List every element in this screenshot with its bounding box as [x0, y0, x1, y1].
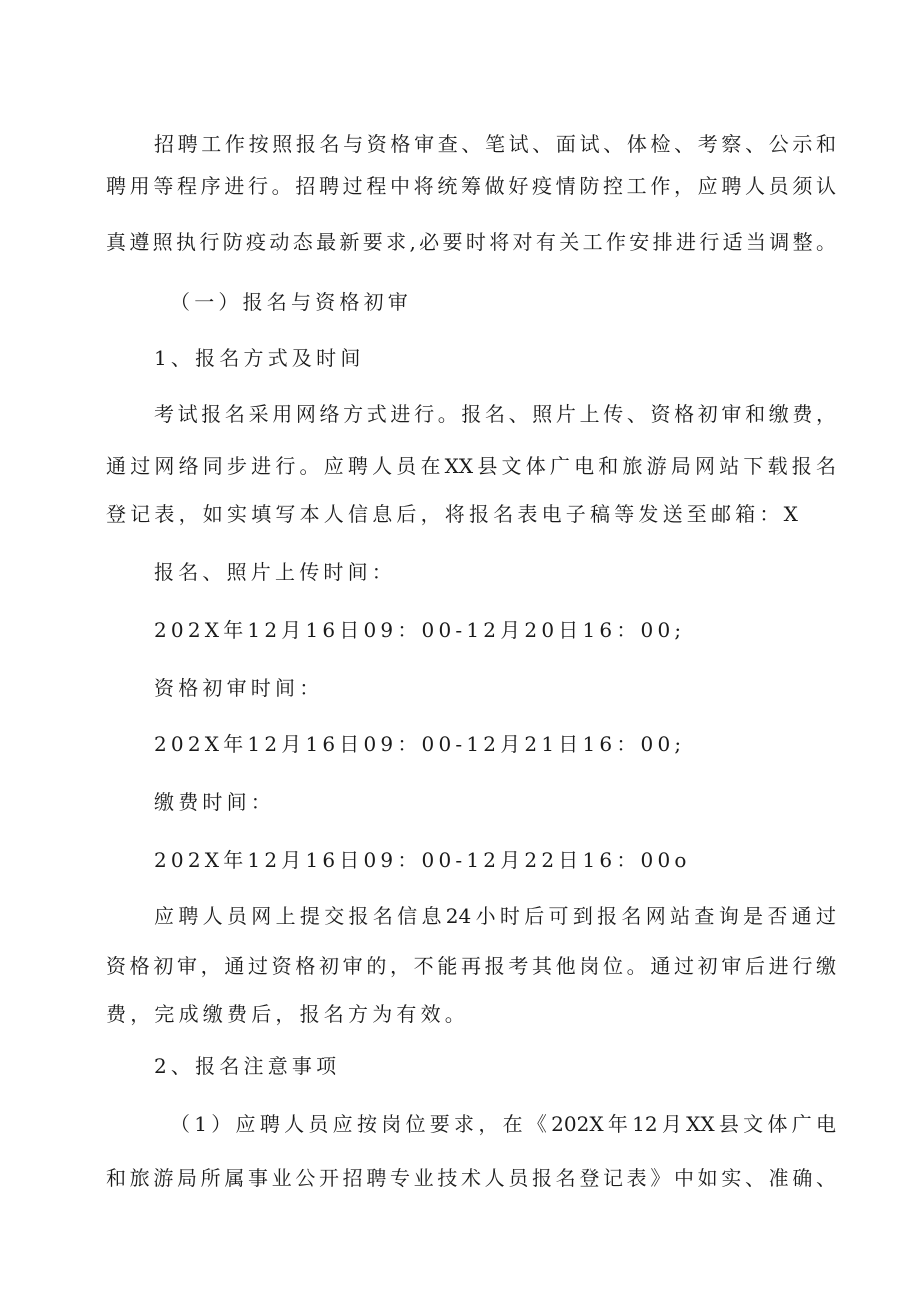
item-2-title: 2、报名注意事项	[154, 1054, 341, 1078]
fee-time-value: 202X年12月16日09：00-12月22日16：00o	[154, 848, 691, 872]
notes-paragraph-line-1: （1）应聘人员应按岗位要求，在《202X年12月XX县文体广电	[170, 1112, 836, 1136]
review-paragraph-line-3: 费，完成缴费后，报名方为有效。	[106, 1002, 469, 1026]
intro-paragraph-line-1: 招聘工作按照报名与资格审查、笔试、面试、体检、考察、公示和	[154, 132, 836, 156]
review-paragraph-line-2: 资格初审，通过资格初审的，不能再报考其他岗位。通过初审后进行缴	[106, 954, 836, 978]
registration-paragraph-line-3: 登记表，如实填写本人信息后，将报名表电子稿等发送至邮箱：X	[106, 502, 803, 526]
review-time-value: 202X年12月16日09：00-12月21日16：00;	[154, 732, 686, 756]
upload-time-value: 202X年12月16日09：00-12月20日16：00;	[154, 618, 686, 642]
intro-paragraph-line-3: 真遵照执行防疫动态最新要求,必要时将对有关工作安排进行适当调整。	[106, 230, 836, 254]
review-paragraph-line-1: 应聘人员网上提交报名信息24小时后可到报名网站查询是否通过	[154, 904, 836, 928]
notes-paragraph-line-2: 和旅游局所属事业公开招聘专业技术人员报名登记表》中如实、准确、	[106, 1166, 836, 1190]
registration-paragraph-line-1: 考试报名采用网络方式进行。报名、照片上传、资格初审和缴费，	[154, 402, 836, 426]
intro-paragraph-line-2: 聘用等程序进行。招聘过程中将统筹做好疫情防控工作，应聘人员须认	[106, 174, 836, 198]
fee-time-label: 缴费时间：	[154, 790, 275, 814]
review-time-label: 资格初审时间：	[154, 676, 324, 700]
section-1-title: （一）报名与资格初审	[170, 290, 412, 314]
registration-paragraph-line-2: 通过网络同步进行。应聘人员在XX县文体广电和旅游局网站下载报名	[106, 454, 836, 478]
upload-time-label: 报名、照片上传时间：	[154, 560, 396, 584]
item-1-title: 1、报名方式及时间	[154, 346, 365, 370]
